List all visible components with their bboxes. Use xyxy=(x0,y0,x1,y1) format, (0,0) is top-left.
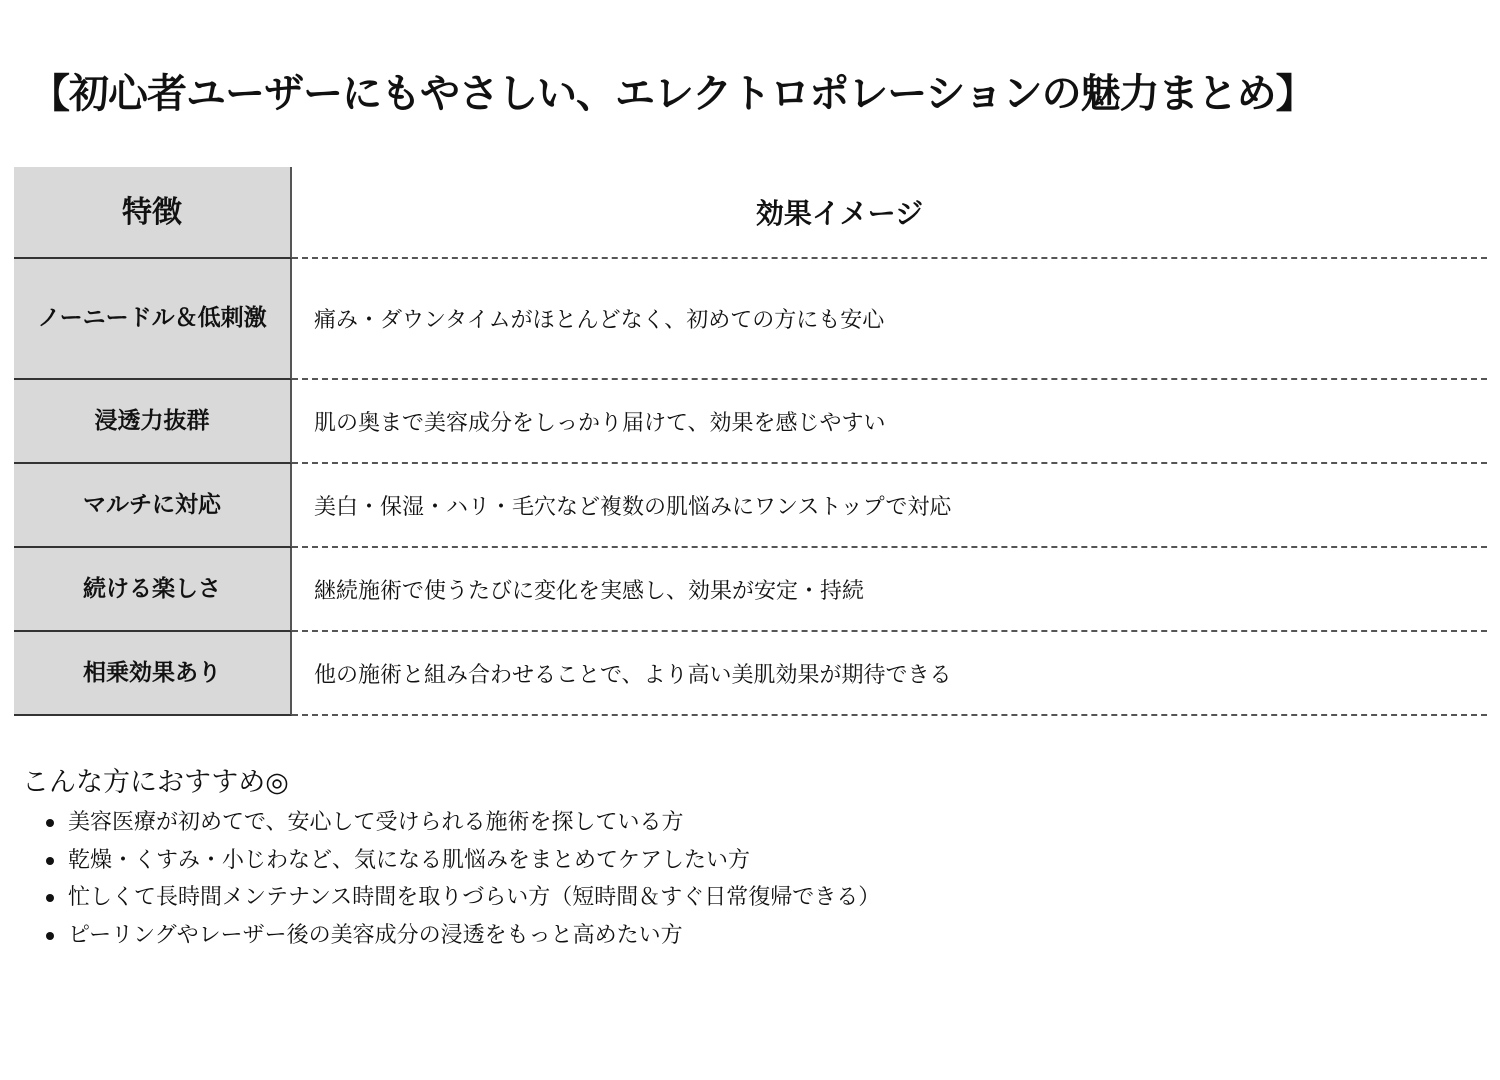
page-title: 【初心者ユーザーにもやさしい、エレクトロポレーションの魅力まとめ】 xyxy=(30,71,1315,117)
bullet-icon xyxy=(46,932,54,940)
feature-cell: 浸透力抜群 xyxy=(14,380,292,464)
table-row xyxy=(14,548,1487,632)
table-row xyxy=(14,632,1487,716)
feature-label-line2: 低刺激 xyxy=(197,305,267,331)
list-item-text: ピーリングやレーザー後の美容成分の浸透をもっと高めたい方 xyxy=(68,922,683,948)
list-item xyxy=(44,917,880,955)
recommend-list xyxy=(22,804,880,954)
bullet-icon xyxy=(46,819,54,827)
header-feature: 特徴 xyxy=(14,167,292,259)
bullet-icon xyxy=(46,894,54,902)
recommend-heading: こんな方におすすめ◎ xyxy=(22,767,289,798)
list-item-text: 美容医療が初めてで、安心して受けられる施術を探している方 xyxy=(68,810,684,835)
table-header-row xyxy=(14,167,1487,259)
table-row xyxy=(14,259,1487,380)
list-item-text: 忙しくて長時間メンテナンス時間を取りづらい方（短時間＆すぐ日常復帰できる） xyxy=(68,885,881,910)
feature-cell: マルチに対応 xyxy=(14,464,292,548)
feature-table xyxy=(14,167,1487,716)
feature-cell xyxy=(14,259,292,380)
effect-cell: 美白・保湿・ハリ・毛穴など複数の肌悩みにワンストップで対応 xyxy=(292,464,1487,548)
header-effect: 効果イメージ xyxy=(292,167,1487,259)
bullet-icon xyxy=(46,857,54,865)
effect-cell: 他の施術と組み合わせることで、より高い美肌効果が期待できる xyxy=(292,632,1487,716)
effect-cell: 痛み・ダウンタイムがほとんどなく、初めての方にも安心 xyxy=(292,259,1487,380)
list-item-text: 乾燥・くすみ・小じわなど、気になる肌悩みをまとめてケアしたい方 xyxy=(68,847,751,873)
effect-cell: 肌の奥まで美容成分をしっかり届けて、効果を感じやすい xyxy=(292,380,1487,464)
effect-cell: 継続施術で使うたびに変化を実感し、効果が安定・持続 xyxy=(292,548,1487,632)
list-item xyxy=(44,804,880,842)
feature-cell: 続ける楽しさ xyxy=(14,548,292,632)
feature-cell: 相乗効果あり xyxy=(14,632,292,716)
recommend-section xyxy=(22,762,880,954)
list-item xyxy=(44,842,880,880)
list-item xyxy=(44,879,880,917)
table-row xyxy=(14,380,1487,464)
feature-label-line1: ノーニードル＆ xyxy=(37,305,198,331)
table-row xyxy=(14,464,1487,548)
